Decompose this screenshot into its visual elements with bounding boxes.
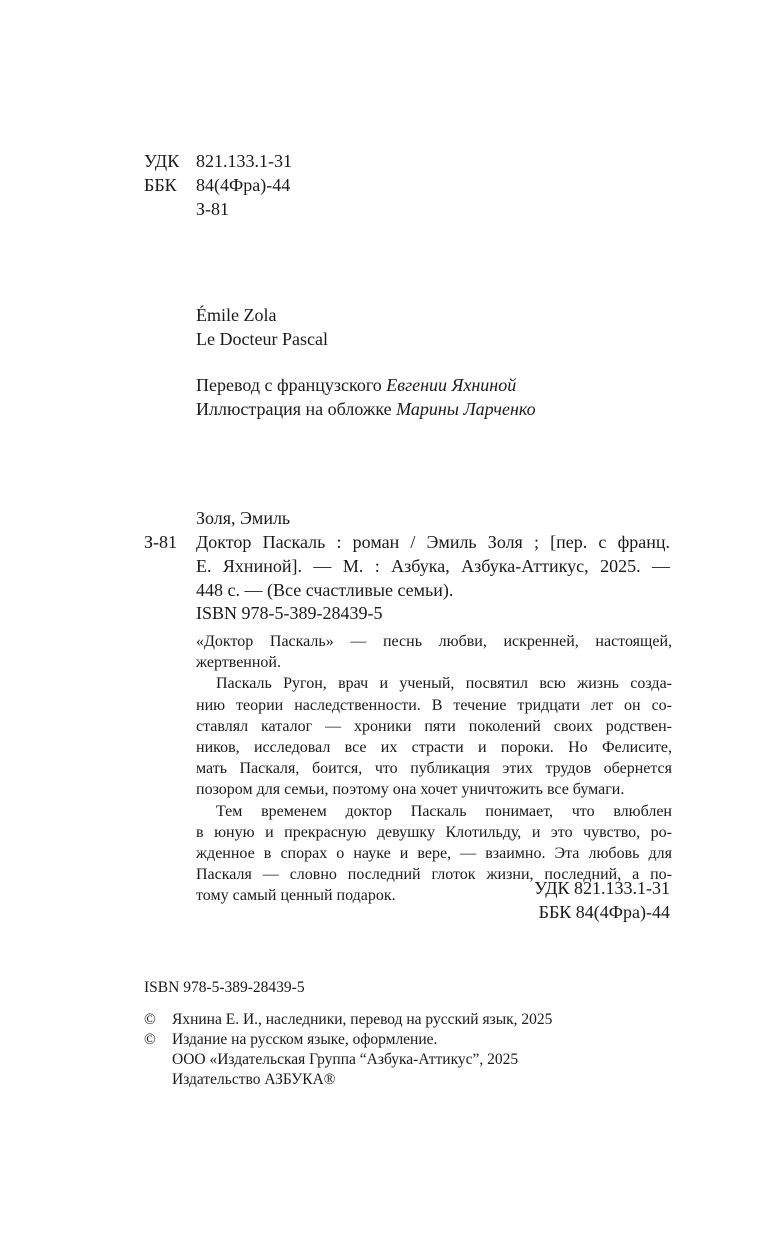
bbk-label: ББК [144, 175, 177, 195]
copyright-symbol: © [144, 1031, 156, 1048]
record-isbn: ISBN 978-5-389-28439-5 [196, 603, 383, 623]
annotation-line: жденное в спорах о науке и вере, — взаимно. Эта любовь для [196, 845, 672, 863]
annotation-line: позором для семьи, поэтому она хочет уничтожить все бумаги. [196, 781, 625, 799]
bib-line: Е. Яхниной]. — М. : Азбука, Азбука-Аттикус, 2025. — [196, 556, 670, 576]
annotation-line: тому самый ценный подарок. [196, 887, 396, 905]
bib-line: Доктор Паскаль : роман / Эмиль Золя ; [пер. с франц. [196, 532, 670, 552]
copyright-line: Яхнина Е. И., наследники, перевод на русский язык, 2025 [172, 1011, 553, 1028]
annotation-line: ставлял каталог — хроники пяти поколений своих родствен- [196, 717, 672, 735]
bbk-right: ББК 84(4Фра)-44 [538, 902, 670, 922]
illustrator-name: Марины Ларченко [396, 399, 536, 419]
annotation-line: нию теории наследственности. В течение тридцати лет он со- [196, 696, 672, 714]
udk-value: 821.133.1-31 [196, 151, 292, 171]
annotation-line: мать Паскаля, боится, что публикация этих трудов обернется [196, 760, 672, 778]
annotation-line: жертвенной. [196, 654, 281, 672]
bib-line: 448 с. — (Все счастливые семьи). [196, 580, 454, 600]
illustration-credit [196, 399, 536, 420]
copyright-line: ООО «Издательская Группа “Азбука-Аттикус”, 2025 [172, 1051, 519, 1068]
translator-name: Евгении Яхниной [386, 375, 517, 395]
annotation-line: Тем временем доктор Паскаль понимает, что влюблен [216, 802, 672, 820]
footer-isbn: ISBN 978-5-389-28439-5 [144, 979, 305, 996]
annotation [196, 631, 672, 907]
record-mark: З-81 [144, 532, 178, 552]
translation-prefix: Перевод с французского [196, 375, 387, 395]
illustration-prefix: Иллюстрация на обложке [196, 399, 397, 419]
annotation-line: Паскаль Ругон, врач и ученый, посвятил всю жизнь созда- [216, 675, 672, 693]
copyright-line: Издание на русском языке, оформление. [172, 1031, 438, 1048]
annotation-line: «Доктор Паскаль» — песнь любви, искренней, настоящей, [196, 633, 672, 650]
bib-description [196, 532, 670, 604]
original-author: Émile Zola [196, 305, 277, 325]
udk-label: УДК [144, 151, 180, 171]
annotation-line: Паскаля — словно последний глоток жизни, последний, а по- [196, 866, 672, 884]
copyright-line: Издательство АЗБУКА® [172, 1071, 336, 1088]
udk-right: УДК 821.133.1-31 [534, 878, 670, 898]
annotation-line: в юную и прекрасную девушку Клотильду, и это чувство, ро- [196, 823, 672, 841]
bbk-value: 84(4Фра)-44 [196, 175, 291, 195]
original-title: Le Docteur Pascal [196, 329, 328, 349]
translation-credit [196, 375, 516, 396]
copyright-symbol: © [144, 1011, 156, 1028]
annotation-line: ников, исследовал все их страсти и пороки. Но Фелисите, [196, 739, 672, 757]
record-heading: Золя, Эмиль [196, 508, 291, 528]
author-mark: З-81 [196, 199, 230, 219]
